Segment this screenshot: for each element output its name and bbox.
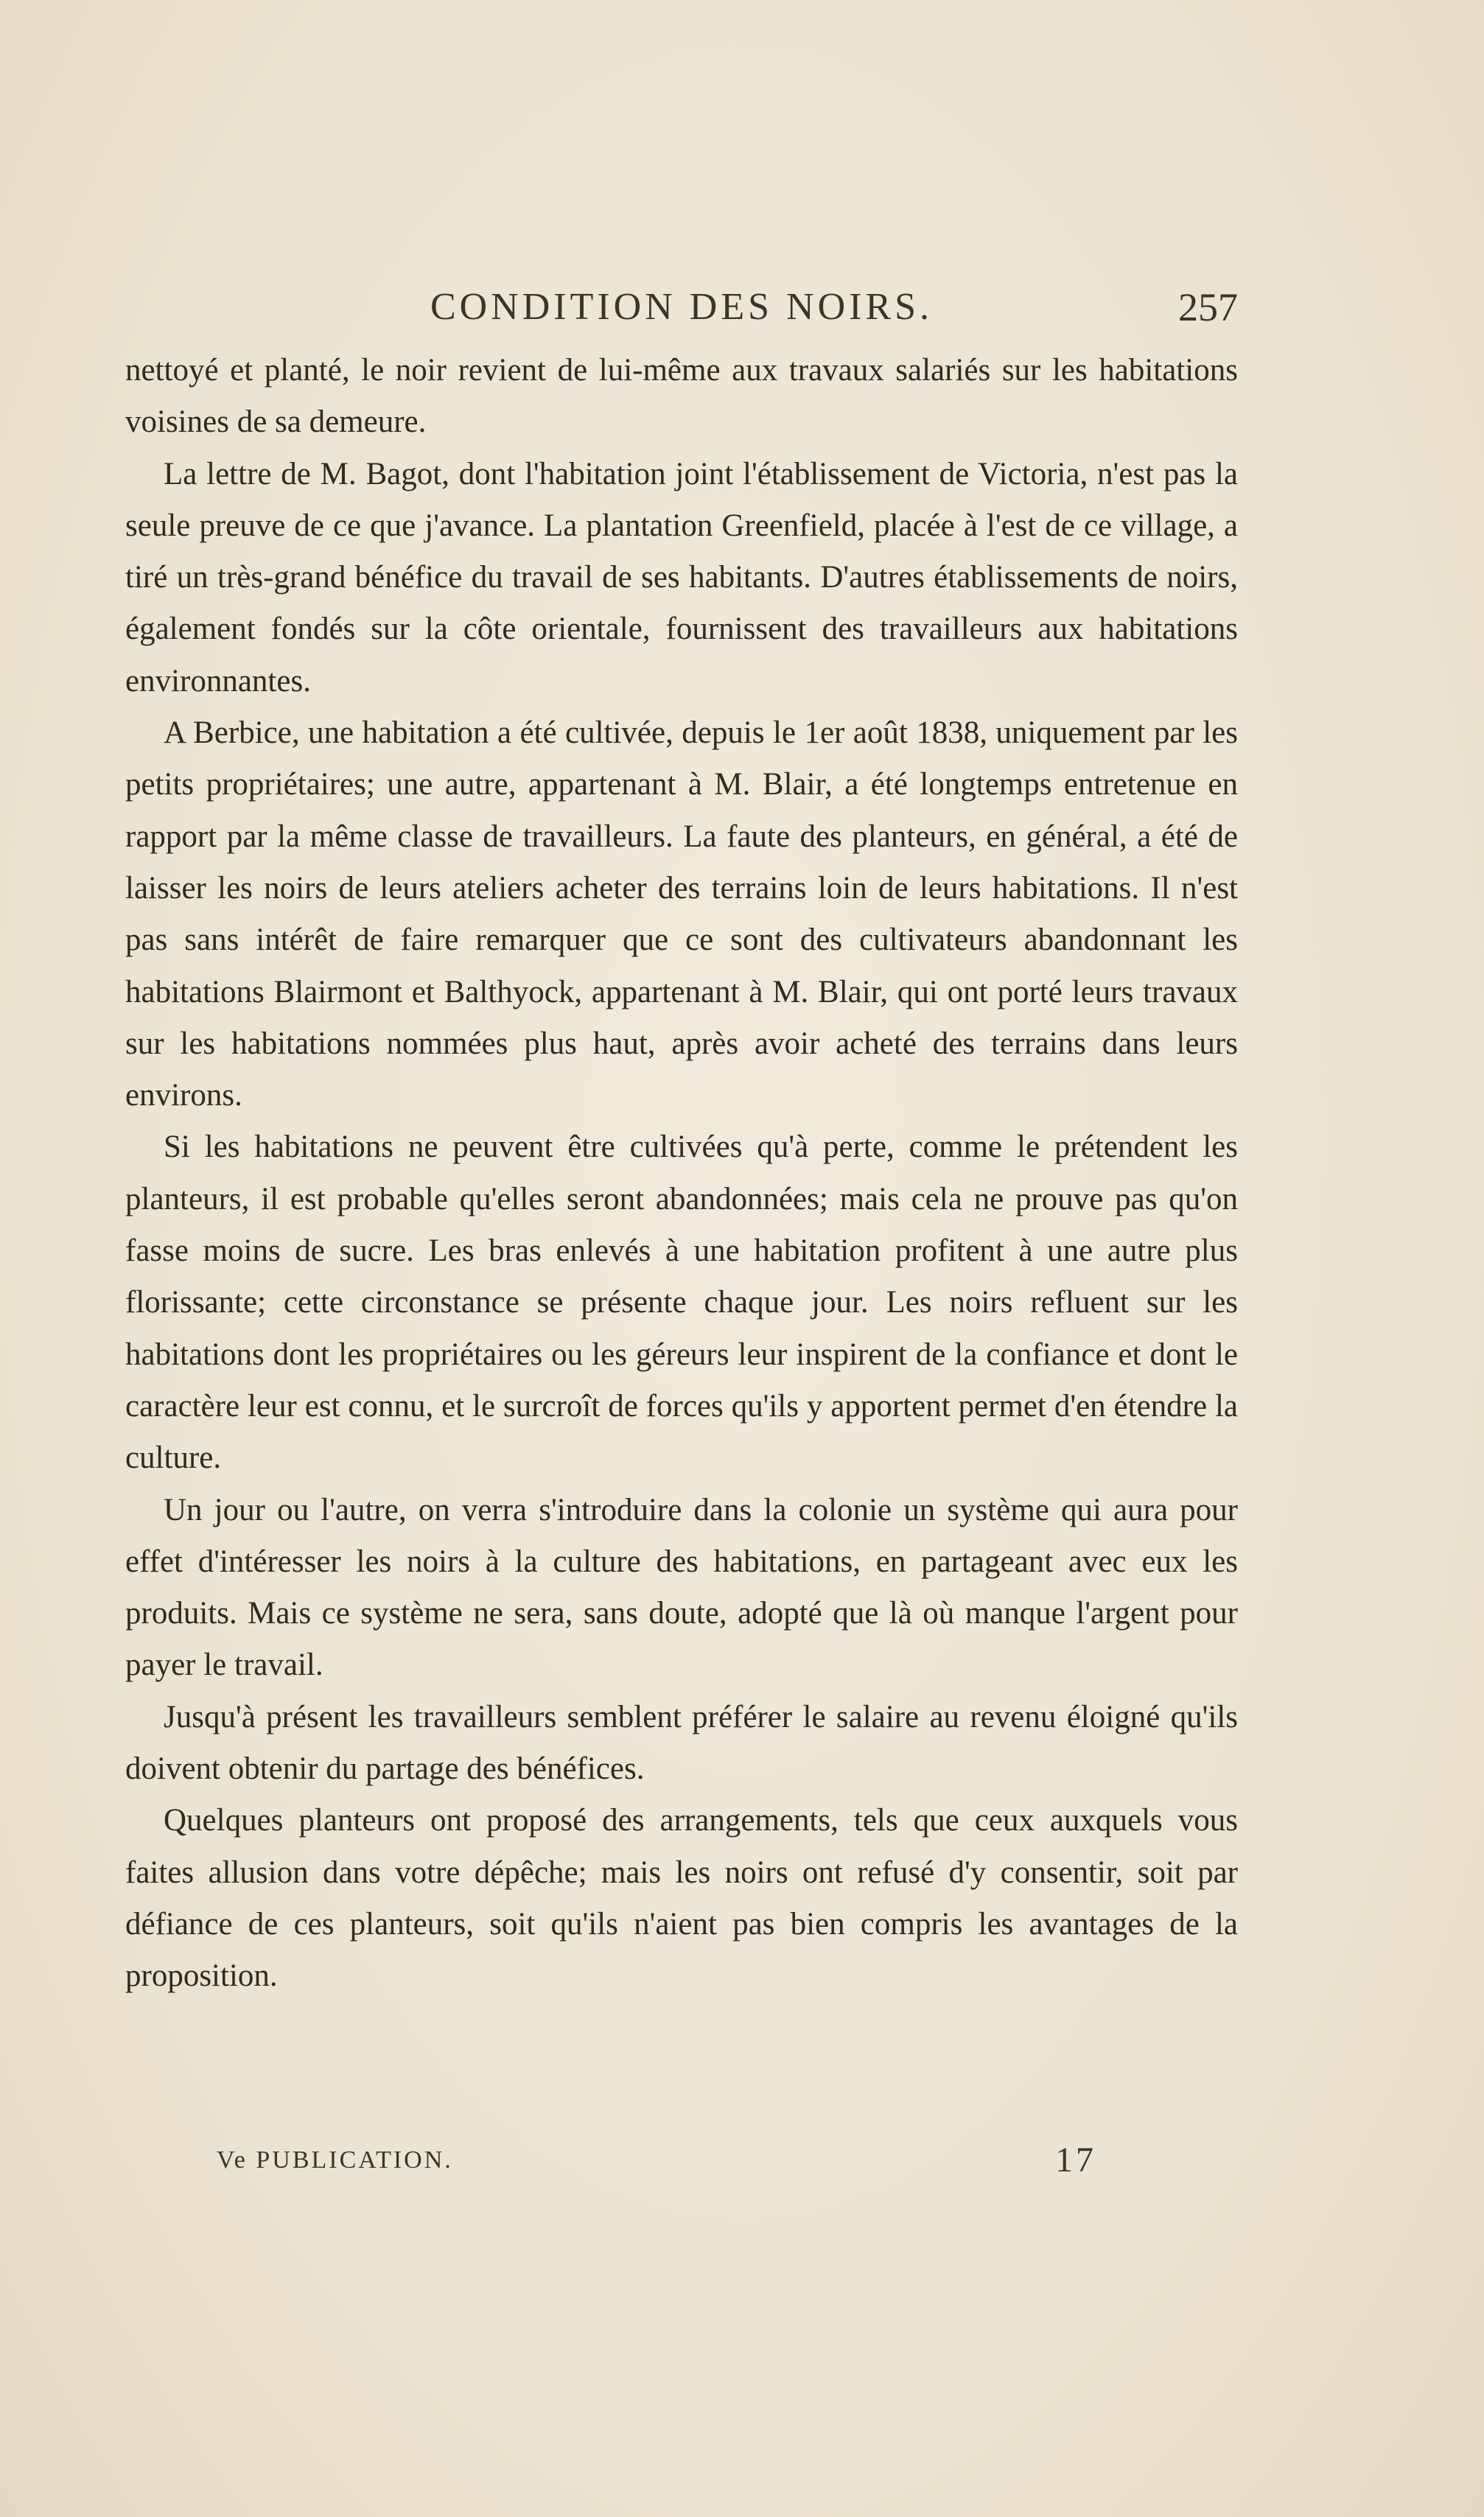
page-number: 257: [1178, 285, 1238, 329]
page-footer: [125, 2137, 1238, 2184]
signature-number: 17: [1055, 2140, 1096, 2180]
paragraph: A Berbice, une habitation a été cultivée, depuis le 1er août 1838, uniquement par les petits propriétaires; une autre, appartenant à M. Blair, a été longtemps entretenue en rapport par la même classe de travailleurs. La faute des planteurs, en général, a été de laisser les noirs de leurs ateliers acheter des terrains loin de leurs habitations. Il n'est pas sans intérêt de faire remarquer que ce sont des cultivateurs abandonnant les habitations Blairmont et Balthyock, appartenant à M. Blair, qui ont porté leurs travaux sur les habitations nommées plus haut, après avoir acheté des terrains dans leurs environs.: [125, 715, 1238, 1113]
paragraph: Quelques planteurs ont proposé des arrangements, tels que ceux auxquels vous faites allusion dans votre dépêche; mais les noirs ont refusé d'y consentir, soit par défiance de ces planteurs, soit qu'ils n'aient pas bien compris les avantages de la proposition.: [125, 1803, 1238, 1994]
paragraph: Si les habitations ne peuvent être cultivées qu'à perte, comme le prétendent les planteurs, il est probable qu'elles seront abandonnées; mais cela ne prouve pas qu'on fasse moins de sucre. Les bras enlevés à une habitation profitent à une autre plus florissante; cette circonstance se présente chaque jour. Les noirs refluent sur les habitations dont les propriétaires ou les géreurs leur inspirent de la confiance et dont le caractère leur est connu, et le surcroît de forces qu'ils y apportent permet d'en étendre la culture.: [125, 1130, 1238, 1476]
paragraph-continuation: nettoyé et planté, le noir revient de lui-même aux travaux salariés sur les habitations voisines de sa demeure.: [125, 353, 1238, 440]
paragraph: La lettre de M. Bagot, dont l'habitation joint l'établissement de Victoria, n'est pas la seule preuve de ce que j'avance. La plantation Greenfield, placée à l'est de ce village, a tiré un très-grand bénéfice du travail de ses habitants. D'autres établissements de noirs, également fondés sur la côte orientale, fournissent des travailleurs aux habitations environnantes.: [125, 456, 1238, 699]
body-text: [125, 345, 1238, 2003]
paragraph: Un jour ou l'autre, on verra s'introduire dans la colonie un système qui aura pour effet d'intéresser les noirs à la culture des habitations, en partageant avec eux les produits. Mais ce système ne sera, sans doute, adopté que là où manque l'argent pour payer le travail.: [125, 1492, 1238, 1683]
page-header: [125, 281, 1238, 333]
running-title: CONDITION DES NOIRS.: [430, 286, 934, 328]
signature-mark: Ve PUBLICATION.: [217, 2146, 453, 2174]
paragraph: Jusqu'à présent les travailleurs semblent préférer le salaire au revenu éloigné qu'ils doivent obtenir du partage des bénéfices.: [125, 1699, 1238, 1787]
